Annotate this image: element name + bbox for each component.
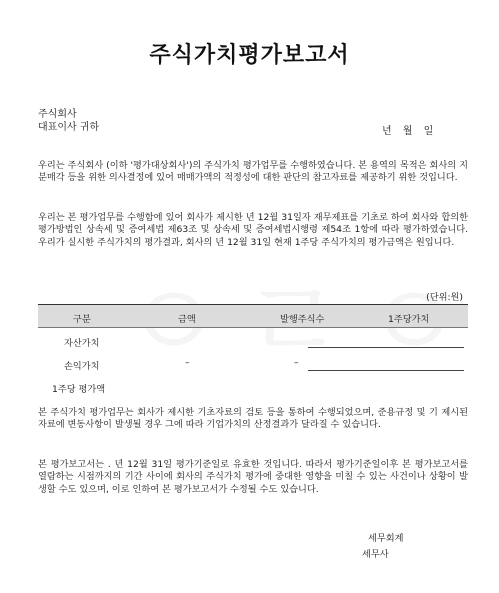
header-category: 구분 bbox=[73, 314, 91, 325]
paragraph-purpose: 우리는 주식회사 (이하 '평가대상회사')의 주식가치 평가업무를 수행하였습니다. 본 용역의 목적은 회사의 지분매각 등을 위한 의사결정에 있어 매매가액의 적정성에 대한 판단의 참고자료를 제공하기 위한 것입니다. bbox=[38, 160, 468, 184]
header-per-share: 1주당가치 bbox=[388, 314, 430, 325]
addressee-block bbox=[38, 108, 99, 134]
valuation-table bbox=[38, 304, 468, 397]
tax-accountant: 세무사 bbox=[362, 549, 389, 560]
shares-dash: – bbox=[294, 357, 299, 368]
row-label-asset-value: 자산가치 bbox=[64, 338, 100, 349]
date-line: 년 월 일 bbox=[382, 126, 434, 137]
ceo-line: 대표이사 귀하 bbox=[38, 122, 100, 133]
unit-label: (단위:원) bbox=[426, 292, 463, 303]
firm-name: 세무회계 bbox=[368, 533, 404, 544]
company-line: 주식회사 bbox=[38, 109, 77, 120]
header-amount: 금액 bbox=[178, 314, 196, 325]
table-header bbox=[38, 304, 468, 328]
header-shares: 발행주식수 bbox=[280, 314, 325, 325]
report-title: 주식가치평가보고서 bbox=[149, 42, 350, 68]
value-line bbox=[308, 347, 464, 348]
row-label-per-share-value: 1주당 평가액 bbox=[52, 384, 106, 395]
amount-dash: – bbox=[185, 357, 190, 368]
value-line bbox=[308, 370, 464, 371]
paragraph-validity: 본 평가보고서는 . 년 12월 31일 평가기준일로 유효한 것입니다. 따라서 평가기준일이후 본 평가보고서를 열람하는 시점까지의 기간 사이에 회사의 주식가치 평가에 중대한 영향을 미칠 수 있는 사건이나 상황이 발생할 수도 있으며, 이로 인하여 본 평가보고서가 수정될 수도 있습니다. bbox=[38, 459, 468, 495]
paragraph-scope: 본 주식가치 평가업무는 회사가 제시한 기초자료의 검토 등을 통하여 수행되었으며, 준용규정 및 기 제시된 자료에 변동사항이 발생될 경우 그에 따라 기업가치의 산정결과가 달라질 수 있습니다. bbox=[38, 407, 468, 431]
table-row bbox=[38, 374, 468, 397]
table-row bbox=[38, 328, 468, 351]
paragraph-method: 우리는 본 평가업무를 수행함에 있어 회사가 제시한 년 12월 31일자 재무제표를 기초로 하여 회사와 합의한 평가방법인 상속세 및 증여세법 제63조 및 상속세 및 증여세법시행령 제54조 1항에 따라 평가하였습니다. 우리가 실시한 주식가치의 평가결과, 회사의 년 12월 31일 현재 1주당 주식가치의 평가금액은 원입니다. bbox=[38, 212, 468, 248]
row-label-earnings-value: 손익가치 bbox=[64, 361, 100, 372]
table-row bbox=[38, 351, 468, 374]
